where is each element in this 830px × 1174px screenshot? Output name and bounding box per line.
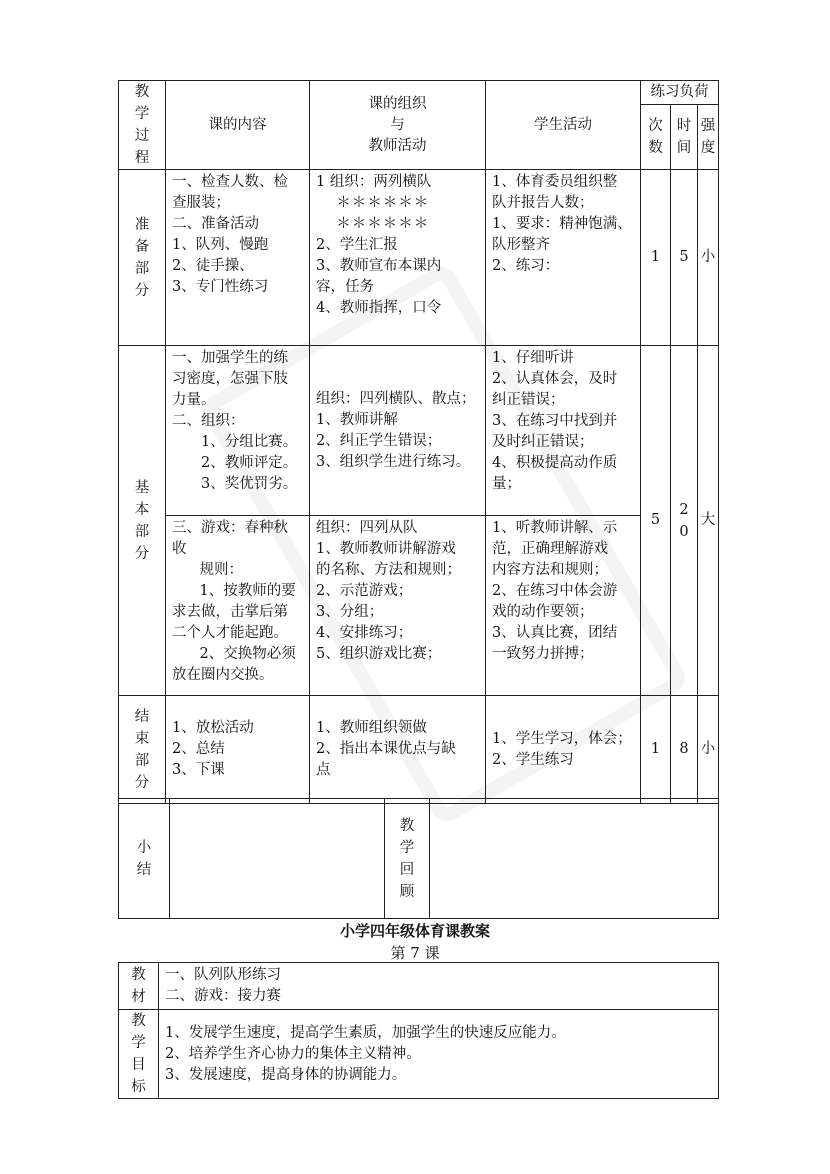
header-count: 次数 xyxy=(641,105,671,170)
end-content: 1、放松活动 2、总结 3、下课 xyxy=(166,696,310,804)
document-title: 小学四年级体育课教案 xyxy=(339,922,490,940)
header-content: 课的内容 xyxy=(166,81,310,170)
lesson-plan-table xyxy=(118,80,719,804)
header-load: 练习负荷 xyxy=(641,81,719,105)
prep-label: 准备部分 xyxy=(119,170,166,346)
goal-label: 教学目标 xyxy=(119,1010,159,1099)
header-time: 时间 xyxy=(671,105,698,170)
basic-count: 5 xyxy=(641,346,671,696)
goal-content: 1、发展学生速度，提高学生素质，加强学生的快速反应能力。 2、培养学生齐心协力的集体主义精神。 3、发展速度，提高身体的协调能力。 xyxy=(159,1010,719,1099)
summary-table xyxy=(118,798,719,919)
basic-intensity: 大 xyxy=(698,346,719,696)
prep-content: 一、检查人数、检 查服装； 二、准备活动 1、队列、慢跑 2、徒手操、 3、专门性练习 xyxy=(166,170,310,346)
header-process: 教学过程 xyxy=(119,81,166,170)
summary-label: 小结 xyxy=(119,799,170,919)
header-organization: 课的组织 与 教师活动 xyxy=(310,81,486,170)
basic-student-b: 1、听教师讲解、示 范，正确理解游戏 内容方法和规则； 2、在练习中体会游 戏的动作要领； 3、认真比赛，团结 一致努力拼搏； xyxy=(486,516,641,696)
end-student: 1、学生学习，体会； 2、学生练习 xyxy=(486,696,641,804)
lesson-number: 第 7 课 xyxy=(390,944,440,962)
lesson-info-table xyxy=(118,962,719,1099)
basic-content-b: 三、游戏：春种秋 收 规则： 1、按教师的要 求去做，击掌后第 二个人才能起跑。 2、交换物必须 放在圈内交换。 xyxy=(166,516,310,696)
basic-student-a: 1、仔细听讲 2、认真体会，及时 纠正错误； 3、在练习中找到并 及时纠正错误； 4、积极提高动作质 量； xyxy=(486,346,641,516)
end-count: 1 xyxy=(641,696,671,804)
header-student: 学生活动 xyxy=(486,81,641,170)
end-time: 8 xyxy=(671,696,698,804)
material-content: 一、队列队形练习 二、游戏：接力赛 xyxy=(159,963,719,1010)
basic-content-a: 一、加强学生的练 习密度，怎强下肢 力量。 二、组织： 1、分组比赛。 2、教师评定。 3、奖优罚劣。 xyxy=(166,346,310,516)
basic-organization-a: 组织：四列横队、散点； 1、教师讲解 2、纠正学生错误； 3、组织学生进行练习。 xyxy=(310,346,486,516)
review-cell xyxy=(430,799,719,919)
prep-organization: 1 组织：两列横队 ＊＊＊＊＊＊ ＊＊＊＊＊＊ 2、学生汇报 3、教师宣布本课内 容，任务 4、教师指挥，口令 xyxy=(310,170,486,346)
prep-intensity: 小 xyxy=(698,170,719,346)
header-intensity: 强度 xyxy=(698,105,719,170)
material-label: 教材 xyxy=(119,963,159,1010)
summary-cell xyxy=(170,799,385,919)
prep-time: 5 xyxy=(671,170,698,346)
basic-organization-b: 组织：四列从队 1、教师教师讲解游戏 的名称、方法和规则； 2、示范游戏； 3、分组； 4、安排练习； 5、组织游戏比赛； xyxy=(310,516,486,696)
review-label: 教学回顾 xyxy=(385,799,430,919)
end-organization: 1、教师组织领做 2、指出本课优点与缺 点 xyxy=(310,696,486,804)
basic-label: 基本部分 xyxy=(119,346,166,696)
end-intensity: 小 xyxy=(698,696,719,804)
end-label: 结束部分 xyxy=(119,696,166,804)
basic-time: 2 0 xyxy=(671,346,698,696)
prep-count: 1 xyxy=(641,170,671,346)
prep-student: 1、体育委员组织整 队并报告人数； 1、要求：精神饱满、 队形整齐 2、练习： xyxy=(486,170,641,346)
